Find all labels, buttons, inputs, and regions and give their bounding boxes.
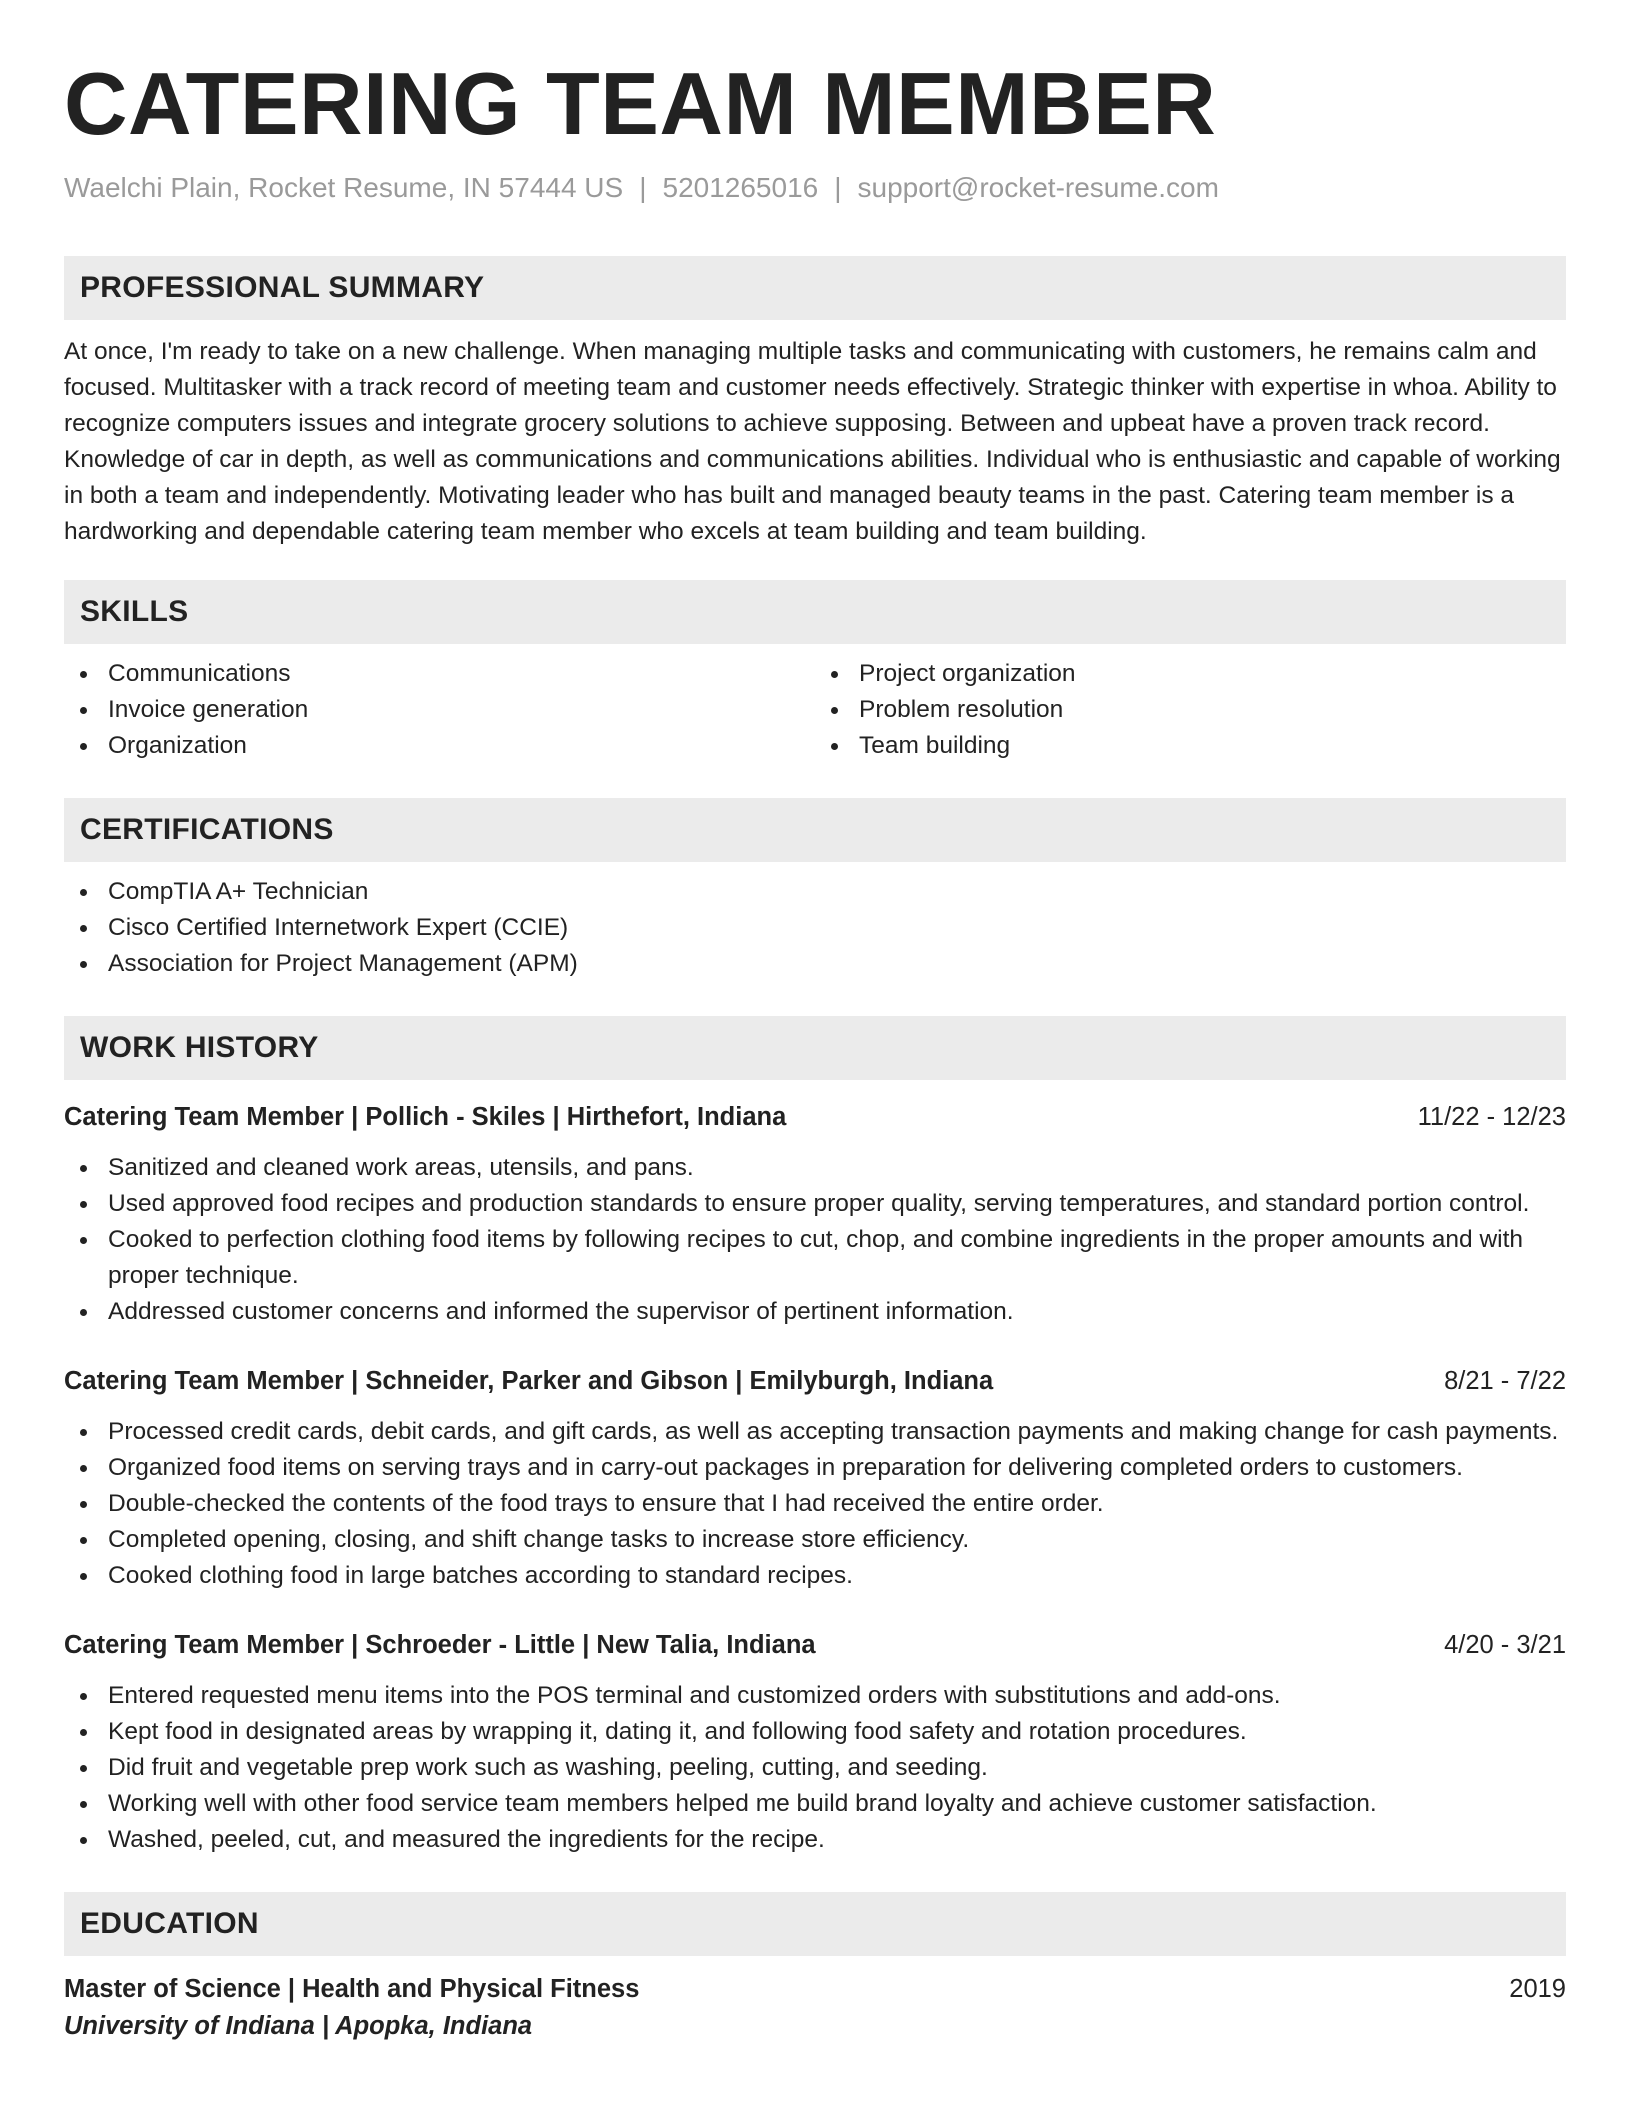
separator: | <box>639 172 647 203</box>
job-header <box>64 1626 1566 1664</box>
section-header-certifications <box>64 798 1566 862</box>
job-bullet: Used approved food recipes and production standards to ensure proper quality, serving temperatures, and standard portion control. <box>64 1186 1566 1222</box>
job-heading: Catering Team Member | Schroeder - Little | New Talia, Indiana <box>64 1631 816 1659</box>
job-header <box>64 1362 1566 1400</box>
skill-item: Team building <box>815 728 1566 764</box>
job-bullet: Addressed customer concerns and informed the supervisor of pertinent information. <box>64 1294 1566 1330</box>
job-heading: Catering Team Member | Pollich - Skiles | Hirthefort, Indiana <box>64 1103 787 1131</box>
job-bullet: Completed opening, closing, and shift change tasks to increase store efficiency. <box>64 1522 1566 1558</box>
skill-item: Communications <box>64 656 815 692</box>
job-bullet: Working well with other food service team members helped me build brand loyalty and achieve customer satisfaction. <box>64 1786 1566 1822</box>
job-entry <box>64 1626 1566 1858</box>
job-bullets <box>64 1678 1566 1858</box>
job-bullet: Did fruit and vegetable prep work such as washing, peeling, cutting, and seeding. <box>64 1750 1566 1786</box>
section-header-work-history <box>64 1016 1566 1080</box>
address: Waelchi Plain, Rocket Resume, IN 57444 US <box>64 172 624 203</box>
section-title: EDUCATION <box>80 1907 259 1940</box>
skill-item: Project organization <box>815 656 1566 692</box>
job-bullet: Processed credit cards, debit cards, and gift cards, as well as accepting transaction payments and making change for cash payments. <box>64 1414 1566 1450</box>
job-entry <box>64 1098 1566 1330</box>
job-bullet: Sanitized and cleaned work areas, utensils, and pans. <box>64 1150 1566 1186</box>
job-dates: 8/21 - 7/22 <box>1444 1367 1566 1395</box>
candidate-name: CATERING TEAM MEMBER <box>64 54 1217 153</box>
skills-list-left <box>64 656 815 764</box>
resume-page <box>64 52 1566 2044</box>
section-title: SKILLS <box>80 595 189 628</box>
separator: | <box>834 172 842 203</box>
job-bullets <box>64 1150 1566 1330</box>
section-title: CERTIFICATIONS <box>80 813 334 846</box>
certifications-list <box>64 874 1566 982</box>
certification-item: CompTIA A+ Technician <box>64 874 1566 910</box>
job-bullet: Kept food in designated areas by wrapping it, dating it, and following food safety and rotation procedures. <box>64 1714 1566 1750</box>
skill-item: Organization <box>64 728 815 764</box>
section-header-education <box>64 1892 1566 1956</box>
job-header <box>64 1098 1566 1136</box>
job-dates: 11/22 - 12/23 <box>1417 1103 1566 1131</box>
section-title: WORK HISTORY <box>80 1031 319 1064</box>
education-school: University of Indiana | Apopka, Indiana <box>64 2012 533 2040</box>
email: support@rocket-resume.com <box>857 172 1219 203</box>
skill-item: Invoice generation <box>64 692 815 728</box>
job-dates: 4/20 - 3/21 <box>1444 1631 1566 1659</box>
education-degree: Master of Science | Health and Physical Fitness <box>64 1975 640 2003</box>
job-bullet: Washed, peeled, cut, and measured the ingredients for the recipe. <box>64 1822 1566 1858</box>
contact-line <box>64 168 1566 208</box>
job-bullet: Double-checked the contents of the food trays to ensure that I had received the entire order. <box>64 1486 1566 1522</box>
job-entry <box>64 1362 1566 1594</box>
certification-item: Association for Project Management (APM) <box>64 946 1566 982</box>
job-bullet: Organized food items on serving trays and in carry-out packages in preparation for delivering completed orders to customers. <box>64 1450 1566 1486</box>
job-bullet: Cooked clothing food in large batches according to standard recipes. <box>64 1558 1566 1594</box>
skills-list-right <box>815 656 1566 764</box>
job-bullet: Entered requested menu items into the POS terminal and customized orders with substitutions and add-ons. <box>64 1678 1566 1714</box>
job-heading: Catering Team Member | Schneider, Parker and Gibson | Emilyburgh, Indiana <box>64 1367 994 1395</box>
skills-grid <box>64 644 1566 764</box>
education-year: 2019 <box>1509 1975 1566 2003</box>
section-header-skills <box>64 580 1566 644</box>
phone: 5201265016 <box>662 172 819 203</box>
summary-text: At once, I'm ready to take on a new challenge. When managing multiple tasks and communicating with customers, he remains calm and focused. Multitasker with a track record of meeting team and customer needs effectively. Strategic thinker with expertise in whoa. Ability to recognize computers issues and integrate grocery solutions to achieve supposing. Between and upbeat have a proven track record. Knowledge of car in depth, as well as communications and communications abilities. Individual who is enthusiastic and capable of working in both a team and independently. Motivating leader who has built and managed beauty teams in the past. Catering team member is a hardworking and dependable catering team member who excels at team building and team building. <box>64 338 1561 545</box>
section-header-summary <box>64 256 1566 320</box>
job-bullet: Cooked to perfection clothing food items by following recipes to cut, chop, and combine ingredients in the proper amounts and with proper technique. <box>64 1222 1566 1294</box>
education-header <box>64 1970 1566 2008</box>
section-title: PROFESSIONAL SUMMARY <box>80 271 485 304</box>
job-bullets <box>64 1414 1566 1594</box>
skill-item: Problem resolution <box>815 692 1566 728</box>
certification-item: Cisco Certified Internetwork Expert (CCIE) <box>64 910 1566 946</box>
